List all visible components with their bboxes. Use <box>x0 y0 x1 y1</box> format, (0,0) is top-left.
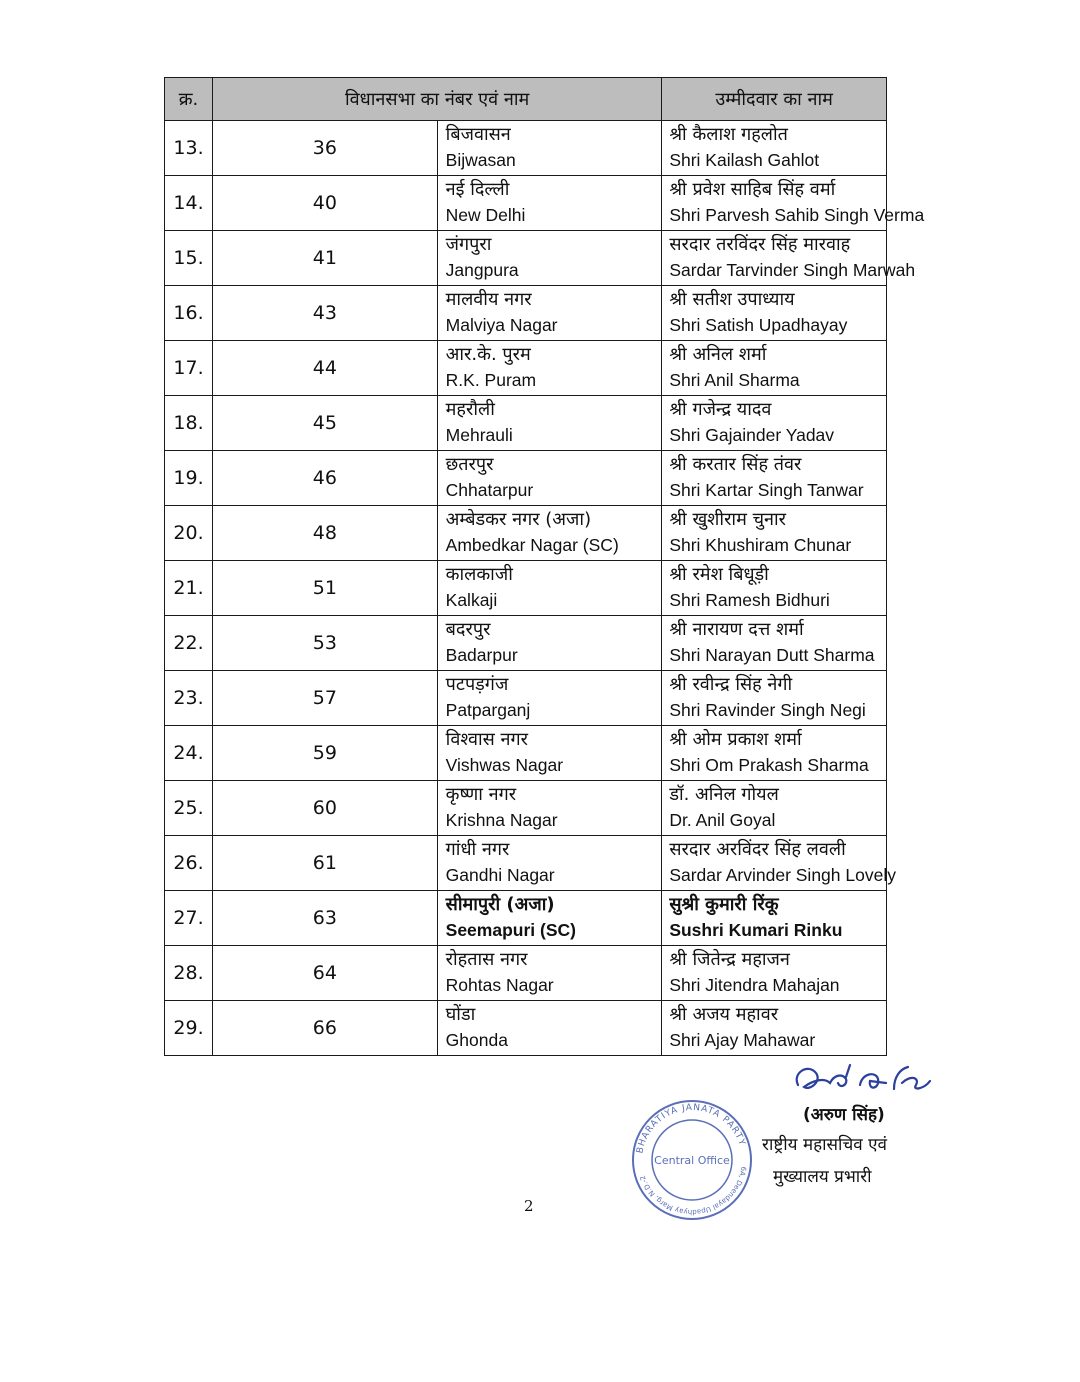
stamp-address-text: 6A, Deendayal Upadhyay Marg, N.D.-2 <box>638 1165 748 1217</box>
constituency-name-cell <box>437 561 662 616</box>
signatory-designation: राष्ट्रीय महासचिव एवं <box>762 1135 887 1155</box>
candidate-name-english: Shri Parvesh Sahib Singh Verma <box>669 205 925 225</box>
constituency-number-cell: 64 <box>213 946 438 1001</box>
serial-number-cell: 26. <box>165 836 213 891</box>
candidate-name-english: Dr. Anil Goyal <box>669 810 776 830</box>
candidate-name-cell <box>662 1001 887 1056</box>
party-seal-stamp <box>630 1098 754 1222</box>
constituency-number-cell: 61 <box>213 836 438 891</box>
constituency-name-hindi: गांधी नगर <box>445 839 510 860</box>
table-row <box>165 176 887 231</box>
candidate-name-hindi: श्री जितेन्द्र महाजन <box>669 949 790 970</box>
table-row <box>165 836 887 891</box>
constituency-name-hindi: आर.के. पुरम <box>445 344 531 365</box>
candidate-name-hindi: श्री ओम प्रकाश शर्मा <box>669 729 802 750</box>
constituency-number-cell: 60 <box>213 781 438 836</box>
candidate-name-cell <box>662 781 887 836</box>
candidate-name-hindi: श्री सतीश उपाध्याय <box>669 289 795 310</box>
candidate-name-cell <box>662 726 887 781</box>
stamp-inner-text: Central Office <box>654 1154 730 1167</box>
candidate-name-cell <box>662 891 887 946</box>
constituency-number-cell: 51 <box>213 561 438 616</box>
candidate-name-english: Shri Jitendra Mahajan <box>669 975 840 995</box>
constituency-name-hindi: बिजवासन <box>445 124 511 145</box>
constituency-name-english: Ambedkar Nagar (SC) <box>445 535 619 555</box>
candidate-name-english: Shri Khushiram Chunar <box>669 535 852 555</box>
table-row <box>165 396 887 451</box>
constituency-name-cell <box>437 891 662 946</box>
serial-number-cell: 17. <box>165 341 213 396</box>
candidate-name-cell <box>662 396 887 451</box>
serial-number-cell: 25. <box>165 781 213 836</box>
constituency-name-cell <box>437 506 662 561</box>
constituency-name-cell <box>437 341 662 396</box>
signature <box>790 1055 940 1103</box>
candidate-table <box>164 77 925 1056</box>
constituency-name-english: Rohtas Nagar <box>445 975 554 995</box>
candidate-name-cell <box>662 286 887 341</box>
constituency-name-cell <box>437 616 662 671</box>
table-row <box>165 671 887 726</box>
constituency-name-hindi: पटपड़गंज <box>445 674 509 695</box>
table-row <box>165 121 887 176</box>
candidate-name-english: Sardar Arvinder Singh Lovely <box>669 865 896 885</box>
constituency-name-english: Ghonda <box>445 1030 508 1050</box>
candidate-name-hindi: सुश्री कुमारी रिंकू <box>669 894 779 915</box>
candidate-name-hindi: श्री रवीन्द्र सिंह नेगी <box>669 674 793 695</box>
constituency-number-cell: 44 <box>213 341 438 396</box>
constituency-number-cell: 57 <box>213 671 438 726</box>
candidate-name-cell <box>662 836 896 891</box>
constituency-name-english: Gandhi Nagar <box>445 865 555 885</box>
constituency-name-english: Malviya Nagar <box>445 315 558 335</box>
constituency-name-english: Patparganj <box>445 700 531 720</box>
table-row <box>165 506 887 561</box>
serial-number-cell: 19. <box>165 451 213 506</box>
constituency-name-cell <box>437 1001 662 1056</box>
candidate-name-english: Sardar Tarvinder Singh Marwah <box>669 260 916 280</box>
constituency-number-cell: 48 <box>213 506 438 561</box>
constituency-name-cell <box>437 836 662 891</box>
constituency-name-cell <box>437 451 662 506</box>
constituency-name-hindi: अम्बेडकर नगर (अजा) <box>445 509 592 530</box>
table-row <box>165 561 887 616</box>
candidate-name-hindi: श्री प्रवेश साहिब सिंह वर्मा <box>669 179 836 200</box>
candidate-name-hindi: सरदार तरविंदर सिंह मारवाह <box>669 234 851 255</box>
candidate-name-cell <box>662 176 925 231</box>
constituency-name-english: Krishna Nagar <box>445 810 558 830</box>
candidate-name-cell <box>662 561 887 616</box>
header-candidate: उम्मीदवार का नाम <box>662 78 887 121</box>
candidate-name-cell <box>662 946 887 1001</box>
constituency-name-cell <box>437 286 662 341</box>
constituency-name-english: New Delhi <box>445 205 526 225</box>
candidate-name-hindi: श्री खुशीराम चुनार <box>669 509 787 530</box>
stamp-outer-text: BHARATIYA JANATA PARTY <box>635 1102 747 1155</box>
constituency-name-cell <box>437 121 662 176</box>
constituency-name-english: Mehrauli <box>445 425 513 445</box>
candidate-name-hindi: श्री रमेश बिधूड़ी <box>669 564 769 585</box>
constituency-name-hindi: कृष्णा नगर <box>445 784 517 805</box>
serial-number-cell: 27. <box>165 891 213 946</box>
candidate-name-cell <box>662 341 887 396</box>
candidate-name-english: Shri Om Prakash Sharma <box>669 755 869 775</box>
candidate-name-cell <box>662 121 887 176</box>
table-row <box>165 451 887 506</box>
constituency-name-cell <box>437 396 662 451</box>
constituency-name-hindi: कालकाजी <box>445 564 513 585</box>
constituency-name-hindi: घोंडा <box>445 1004 476 1025</box>
serial-number-cell: 14. <box>165 176 213 231</box>
table-header-row <box>165 78 887 121</box>
constituency-name-cell <box>437 781 662 836</box>
constituency-name-hindi: मालवीय नगर <box>445 289 532 310</box>
constituency-name-cell <box>437 726 662 781</box>
candidate-name-hindi: सरदार अरविंदर सिंह लवली <box>669 839 846 860</box>
serial-number-cell: 23. <box>165 671 213 726</box>
table-row <box>165 726 887 781</box>
constituency-name-english: Chhatarpur <box>445 480 534 500</box>
constituency-name-hindi: नई दिल्ली <box>445 179 510 200</box>
serial-number-cell: 24. <box>165 726 213 781</box>
candidate-name-hindi: श्री अजय महावर <box>669 1004 779 1025</box>
constituency-name-hindi: बदरपुर <box>445 619 491 640</box>
constituency-name-hindi: जंगपुरा <box>445 234 492 255</box>
table-row <box>165 1001 887 1056</box>
serial-number-cell: 20. <box>165 506 213 561</box>
constituency-name-english: Vishwas Nagar <box>445 755 564 775</box>
constituency-name-cell <box>437 671 662 726</box>
constituency-name-hindi: छतरपुर <box>445 454 494 475</box>
candidate-name-cell <box>662 671 887 726</box>
candidate-name-hindi: श्री नारायण दत्त शर्मा <box>669 619 804 640</box>
serial-number-cell: 18. <box>165 396 213 451</box>
signatory-name: (अरुण सिंह) <box>803 1105 885 1125</box>
constituency-name-cell <box>437 231 662 286</box>
header-serial: क्र. <box>165 78 213 121</box>
candidate-name-english: Shri Narayan Dutt Sharma <box>669 645 875 665</box>
serial-number-cell: 13. <box>165 121 213 176</box>
table-body <box>165 121 925 1056</box>
constituency-number-cell: 63 <box>213 891 438 946</box>
signatory-office: मुख्यालय प्रभारी <box>773 1167 872 1187</box>
table-row <box>165 616 887 671</box>
page-number: 2 <box>524 1197 534 1215</box>
candidate-name-cell <box>662 231 916 286</box>
candidate-name-english: Shri Satish Upadhayay <box>669 315 848 335</box>
serial-number-cell: 29. <box>165 1001 213 1056</box>
constituency-name-cell <box>437 176 662 231</box>
header-constituency: विधानसभा का नंबर एवं नाम <box>213 78 662 121</box>
table-row <box>165 781 887 836</box>
candidate-name-hindi: डॉ. अनिल गोयल <box>669 784 779 805</box>
candidate-name-cell <box>662 506 887 561</box>
constituency-name-cell <box>437 946 662 1001</box>
candidate-name-hindi: श्री अनिल शर्मा <box>669 344 767 365</box>
candidate-name-english: Shri Anil Sharma <box>669 370 800 390</box>
constituency-name-english: Seemapuri (SC) <box>445 920 576 940</box>
candidate-name-english: Shri Ramesh Bidhuri <box>669 590 830 610</box>
constituency-number-cell: 45 <box>213 396 438 451</box>
constituency-number-cell: 46 <box>213 451 438 506</box>
serial-number-cell: 15. <box>165 231 213 286</box>
constituency-name-hindi: रोहतास नगर <box>445 949 528 970</box>
candidate-name-english: Shri Ajay Mahawar <box>669 1030 816 1050</box>
table-row <box>165 946 887 1001</box>
constituency-number-cell: 66 <box>213 1001 438 1056</box>
constituency-number-cell: 41 <box>213 231 438 286</box>
constituency-number-cell: 36 <box>213 121 438 176</box>
serial-number-cell: 22. <box>165 616 213 671</box>
candidate-name-english: Sushri Kumari Rinku <box>669 920 843 940</box>
constituency-name-hindi: सीमापुरी (अजा) <box>445 894 555 915</box>
serial-number-cell: 21. <box>165 561 213 616</box>
constituency-name-hindi: विश्वास नगर <box>445 729 529 750</box>
candidate-name-english: Shri Kartar Singh Tanwar <box>669 480 864 500</box>
candidate-name-cell <box>662 616 887 671</box>
constituency-number-cell: 43 <box>213 286 438 341</box>
constituency-name-english: Badarpur <box>445 645 518 665</box>
candidate-name-english: Shri Kailash Gahlot <box>669 150 820 170</box>
constituency-name-english: Kalkaji <box>445 590 498 610</box>
constituency-name-english: Jangpura <box>445 260 519 280</box>
table-row <box>165 891 887 946</box>
candidate-name-cell <box>662 451 887 506</box>
constituency-number-cell: 59 <box>213 726 438 781</box>
table-row <box>165 286 887 341</box>
table-row <box>165 231 887 286</box>
candidate-name-hindi: श्री कैलाश गहलोत <box>669 124 788 145</box>
constituency-number-cell: 53 <box>213 616 438 671</box>
serial-number-cell: 16. <box>165 286 213 341</box>
constituency-number-cell: 40 <box>213 176 438 231</box>
constituency-name-english: Bijwasan <box>445 150 516 170</box>
table-row <box>165 341 887 396</box>
candidate-name-hindi: श्री करतार सिंह तंवर <box>669 454 802 475</box>
candidate-name-hindi: श्री गजेन्द्र यादव <box>669 399 772 420</box>
candidate-name-english: Shri Ravinder Singh Negi <box>669 700 866 720</box>
candidate-name-english: Shri Gajainder Yadav <box>669 425 835 445</box>
constituency-name-english: R.K. Puram <box>445 370 537 390</box>
constituency-name-hindi: महरौली <box>445 399 495 420</box>
serial-number-cell: 28. <box>165 946 213 1001</box>
